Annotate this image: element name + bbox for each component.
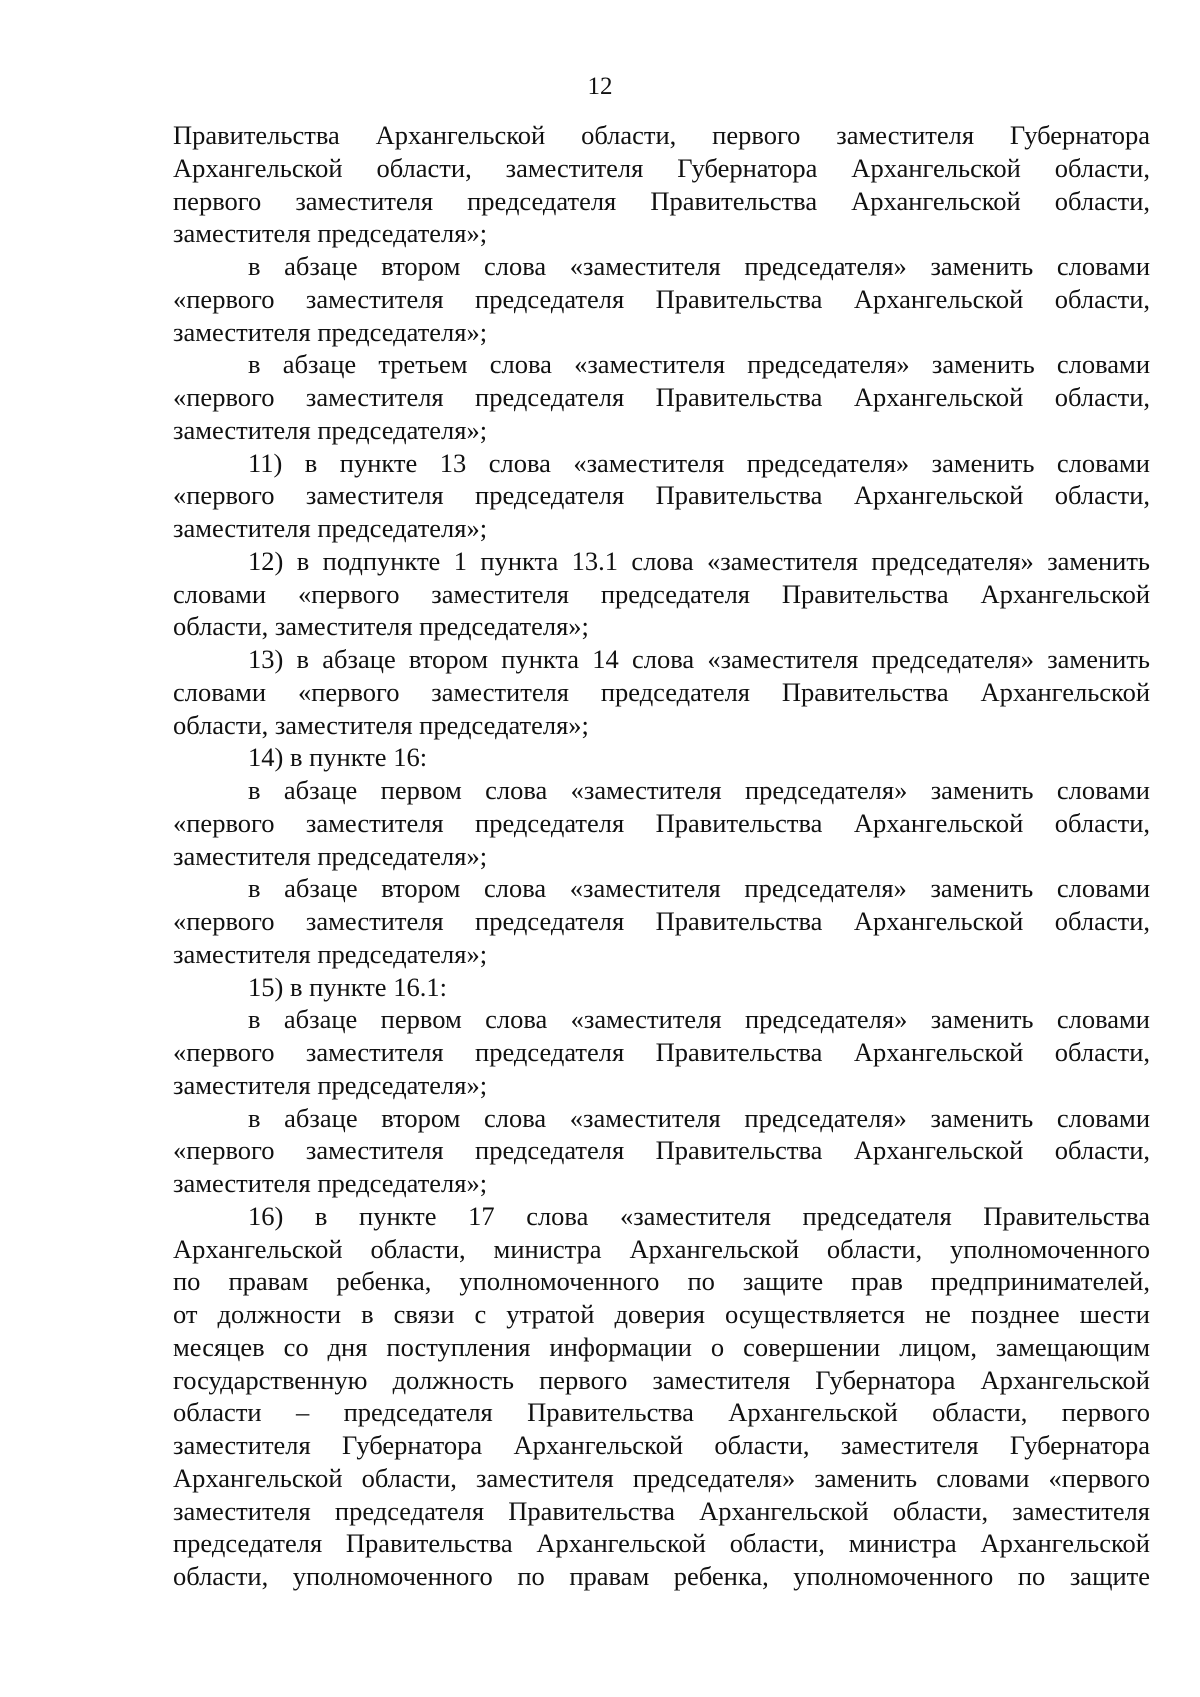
text-line: «первого заместителя председателя Правительства Архангельской области, xyxy=(173,1135,1150,1166)
text-line: заместителя председателя»; xyxy=(173,1069,488,1100)
text-line: «первого заместителя председателя Правительства Архангельской области, xyxy=(173,906,1150,936)
paragraph xyxy=(173,250,1150,348)
text-line: «первого заместителя председателя Правительства Архангельской области, xyxy=(173,283,1150,314)
text-line: заместителя председателя»; xyxy=(173,513,488,543)
page-number: 12 xyxy=(587,73,613,100)
text-line: словами «первого заместителя председателя Правительства Архангельской xyxy=(173,578,1150,609)
text-line: словами «первого заместителя председателя Правительства Архангельской xyxy=(173,676,1150,707)
text-line: заместителя председателя»; xyxy=(173,218,488,249)
text-line: заместителя председателя»; xyxy=(173,316,488,347)
text-line: в абзаце третьем слова «заместителя председателя» заменить словами xyxy=(248,349,1150,380)
paragraph xyxy=(173,545,1150,643)
text-line: 13) в абзаце втором пункта 14 слова «заместителя председателя» заменить xyxy=(248,644,1150,674)
paragraph xyxy=(173,872,1150,970)
text-line: первого заместителя председателя Правительства Архангельской области, xyxy=(173,185,1150,216)
document-body xyxy=(173,119,1150,1593)
text-line: государственную должность первого заместителя Губернатора Архангельской xyxy=(173,1364,1150,1395)
paragraph xyxy=(173,119,1150,250)
text-line: Архангельской области, заместителя Губернатора Архангельской области, xyxy=(173,152,1150,183)
text-line: «первого заместителя председателя Правительства Архангельской области, xyxy=(173,480,1150,511)
paragraph xyxy=(173,643,1150,741)
text-line: Архангельской области, министра Архангельской области, уполномоченного xyxy=(173,1233,1150,1264)
paragraph xyxy=(173,348,1150,446)
text-line: заместителя председателя»; xyxy=(173,414,488,445)
text-line: области – председателя Правительства Архангельской области, первого xyxy=(173,1397,1150,1428)
paragraph xyxy=(173,1102,1150,1200)
paragraph xyxy=(173,741,1150,774)
text-line: Правительства Архангельской области, первого заместителя Губернатора xyxy=(173,120,1150,150)
text-line: 15) в пункте 16.1: xyxy=(248,971,447,1002)
text-line: области, заместителя председателя»; xyxy=(173,709,589,740)
text-line: в абзаце втором слова «заместителя председателя» заменить словами xyxy=(248,873,1150,904)
text-line: заместителя Губернатора Архангельской области, заместителя Губернатора xyxy=(173,1430,1150,1460)
text-line: в абзаце первом слова «заместителя председателя» заменить словами xyxy=(248,1004,1150,1035)
text-line: в абзаце первом слова «заместителя председателя» заменить словами xyxy=(248,775,1150,805)
text-line: 16) в пункте 17 слова «заместителя председателя Правительства xyxy=(248,1200,1150,1231)
paragraph xyxy=(173,1200,1150,1593)
text-line: области, уполномоченного по правам ребенка, уполномоченного по защите xyxy=(173,1561,1150,1591)
text-line: заместителя председателя Правительства Архангельской области, заместителя xyxy=(173,1495,1150,1526)
text-line: месяцев со дня поступления информации о совершении лицом, замещающим xyxy=(173,1331,1150,1362)
paragraph xyxy=(173,774,1150,872)
text-line: заместителя председателя»; xyxy=(173,938,488,969)
text-line: в абзаце втором слова «заместителя председателя» заменить словами xyxy=(248,1102,1150,1133)
text-line: 11) в пункте 13 слова «заместителя председателя» заменить словами xyxy=(248,447,1150,478)
paragraph xyxy=(173,1003,1150,1101)
text-line: заместителя председателя»; xyxy=(173,840,488,871)
text-line: области, заместителя председателя»; xyxy=(173,611,589,642)
paragraph xyxy=(173,971,1150,1004)
text-line: от должности в связи с утратой доверия осуществляется не позднее шести xyxy=(173,1299,1150,1329)
paragraph xyxy=(173,447,1150,545)
text-line: Архангельской области, заместителя председателя» заменить словами «первого xyxy=(173,1462,1150,1493)
text-line: председателя Правительства Архангельской области, министра Архангельской xyxy=(173,1528,1150,1559)
text-line: по правам ребенка, уполномоченного по защите прав предпринимателей, xyxy=(173,1266,1150,1297)
text-line: заместителя председателя»; xyxy=(173,1168,488,1198)
text-line: «первого заместителя председателя Правительства Архангельской области, xyxy=(173,807,1150,838)
text-line: 14) в пункте 16: xyxy=(248,742,428,773)
text-line: в абзаце втором слова «заместителя председателя» заменить словами xyxy=(248,251,1150,281)
text-line: «первого заместителя председателя Правительства Архангельской области, xyxy=(173,1037,1150,1067)
text-line: «первого заместителя председателя Правительства Архангельской области, xyxy=(173,382,1150,412)
text-line: 12) в подпункте 1 пункта 13.1 слова «заместителя председателя» заменить xyxy=(248,545,1150,576)
